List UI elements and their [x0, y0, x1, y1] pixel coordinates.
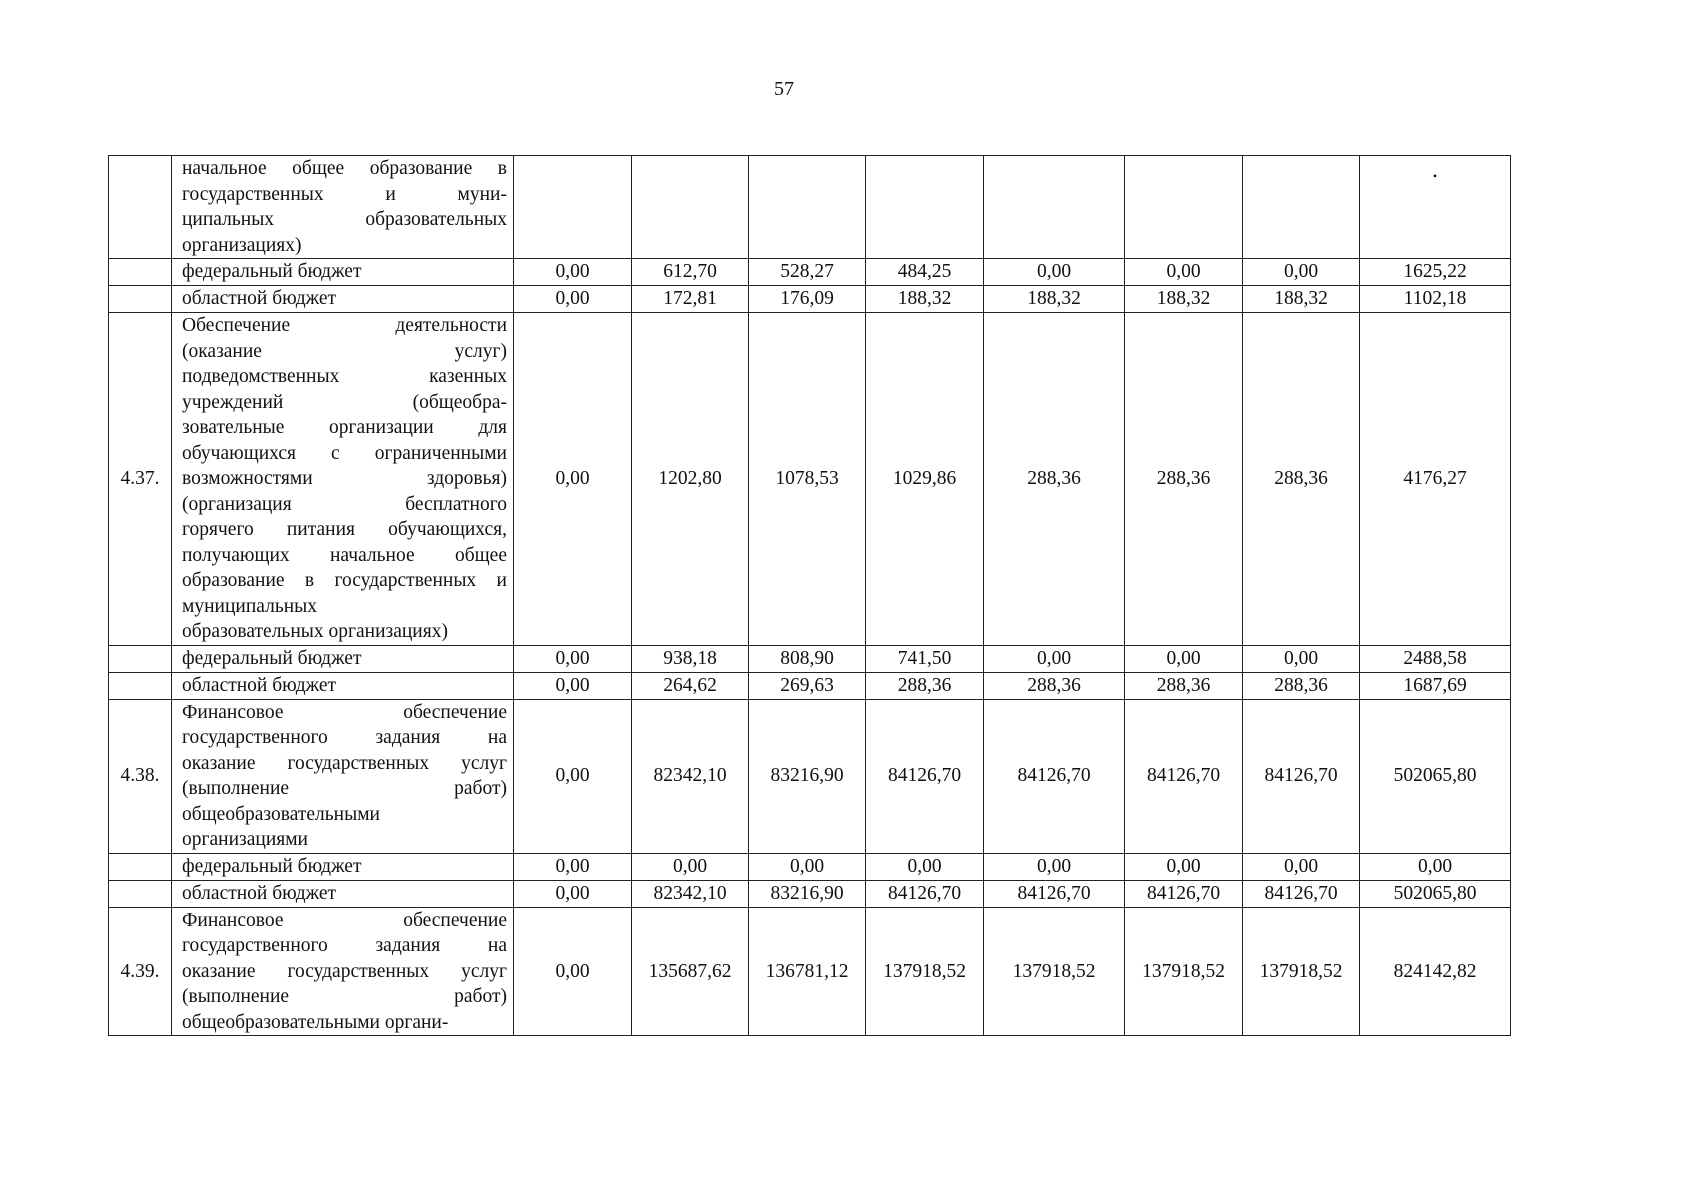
- budget-source-label: федеральный бюджет: [172, 259, 514, 286]
- value-cell: [1360, 156, 1511, 259]
- value-cell: 0,00: [984, 853, 1125, 880]
- description-line: организациями: [182, 829, 308, 850]
- item-row: [109, 156, 1511, 259]
- value-cell: 0,00: [984, 645, 1125, 672]
- value-cell: 188,32: [1243, 286, 1360, 313]
- value-cell: 612,70: [632, 259, 749, 286]
- value-cell: 0,00: [1360, 853, 1511, 880]
- description-line: Финансовое обеспечение: [182, 909, 507, 931]
- description-line: государственных и муни-: [182, 183, 507, 205]
- value-cell: 0,00: [514, 853, 632, 880]
- scan-speck: •: [1432, 169, 1438, 183]
- value-cell: [1125, 156, 1243, 259]
- budget-source-label: областной бюджет: [172, 286, 514, 313]
- description-line: зовательные организации для: [182, 417, 507, 438]
- value-cell: 288,36: [984, 672, 1125, 699]
- value-cell: 741,50: [866, 645, 984, 672]
- item-code: [109, 672, 172, 699]
- page-number: 57: [774, 78, 794, 100]
- budget-table: [108, 155, 1511, 1036]
- value-cell: 528,27: [749, 259, 866, 286]
- budget-source-row: [109, 880, 1511, 907]
- value-cell: 82342,10: [632, 699, 749, 853]
- item-code: 4.37.: [109, 313, 172, 646]
- budget-source-label: федеральный бюджет: [172, 853, 514, 880]
- item-description: [172, 699, 514, 853]
- value-cell: 84126,70: [1243, 699, 1360, 853]
- value-cell: 0,00: [749, 853, 866, 880]
- description-line: (оказание услуг): [182, 340, 507, 362]
- value-cell: 288,36: [1243, 313, 1360, 646]
- table-body: [109, 156, 1511, 1036]
- budget-source-label: областной бюджет: [172, 880, 514, 907]
- value-cell: 502065,80: [1360, 699, 1511, 853]
- value-cell: [1243, 156, 1360, 259]
- value-cell: 137918,52: [984, 907, 1125, 1036]
- item-code: [109, 880, 172, 907]
- value-cell: 176,09: [749, 286, 866, 313]
- value-cell: [984, 156, 1125, 259]
- item-code: [109, 853, 172, 880]
- description-line: общеобразовательными органи-: [182, 1011, 449, 1033]
- item-description: [172, 907, 514, 1036]
- value-cell: 0,00: [1125, 853, 1243, 880]
- value-cell: [632, 156, 749, 259]
- value-cell: 0,00: [632, 853, 749, 880]
- value-cell: 84126,70: [866, 880, 984, 907]
- value-cell: 135687,62: [632, 907, 749, 1036]
- value-cell: 938,18: [632, 645, 749, 672]
- value-cell: 0,00: [1243, 853, 1360, 880]
- item-code: [109, 156, 172, 259]
- item-row: [109, 699, 1511, 853]
- value-cell: 0,00: [1125, 645, 1243, 672]
- value-cell: 808,90: [749, 645, 866, 672]
- item-code: 4.39.: [109, 907, 172, 1036]
- value-cell: 172,81: [632, 286, 749, 313]
- description-line: Финансовое обеспечение: [182, 701, 507, 723]
- value-cell: 288,36: [984, 313, 1125, 646]
- value-cell: 137918,52: [866, 907, 984, 1036]
- description-line: (выполнение работ): [182, 986, 507, 1007]
- value-cell: 1029,86: [866, 313, 984, 646]
- description-line: оказание государственных услуг: [182, 960, 507, 982]
- value-cell: 264,62: [632, 672, 749, 699]
- value-cell: 188,32: [984, 286, 1125, 313]
- value-cell: 288,36: [1125, 313, 1243, 646]
- item-row: [109, 313, 1511, 646]
- value-cell: 0,00: [514, 259, 632, 286]
- value-cell: 83216,90: [749, 880, 866, 907]
- value-cell: 1625,22: [1360, 259, 1511, 286]
- budget-source-label: областной бюджет: [172, 672, 514, 699]
- item-row: [109, 907, 1511, 1036]
- value-cell: 84126,70: [984, 699, 1125, 853]
- description-line: образовательных организациях): [182, 621, 448, 642]
- value-cell: 0,00: [514, 672, 632, 699]
- value-cell: 2488,58: [1360, 645, 1511, 672]
- value-cell: 0,00: [514, 907, 632, 1036]
- budget-source-row: [109, 853, 1511, 880]
- value-cell: 84126,70: [984, 880, 1125, 907]
- value-cell: 1102,18: [1360, 286, 1511, 313]
- value-cell: 0,00: [514, 880, 632, 907]
- value-cell: 0,00: [514, 286, 632, 313]
- budget-source-row: [109, 259, 1511, 286]
- value-cell: 0,00: [1243, 645, 1360, 672]
- budget-source-row: [109, 286, 1511, 313]
- value-cell: 1687,69: [1360, 672, 1511, 699]
- value-cell: 136781,12: [749, 907, 866, 1036]
- value-cell: 0,00: [514, 313, 632, 646]
- budget-source-row: [109, 645, 1511, 672]
- description-line: образование в государственных и: [182, 570, 507, 591]
- value-cell: 137918,52: [1243, 907, 1360, 1036]
- value-cell: 1078,53: [749, 313, 866, 646]
- description-line: (организация бесплатного: [182, 493, 507, 515]
- description-line: государственного задания на: [182, 935, 507, 956]
- value-cell: 188,32: [866, 286, 984, 313]
- description-line: начальное общее образование в: [182, 158, 507, 179]
- value-cell: [514, 156, 632, 259]
- description-line: подведомственных казенных: [182, 366, 507, 387]
- value-cell: 502065,80: [1360, 880, 1511, 907]
- description-line: получающих начальное общее: [182, 544, 507, 566]
- description-line: возможностями здоровья): [182, 468, 507, 489]
- item-description: [172, 156, 514, 259]
- item-code: [109, 286, 172, 313]
- item-description: [172, 313, 514, 646]
- description-line: организациях): [182, 234, 302, 256]
- description-line: (выполнение работ): [182, 778, 507, 799]
- value-cell: 0,00: [984, 259, 1125, 286]
- value-cell: 84126,70: [866, 699, 984, 853]
- value-cell: 288,36: [1125, 672, 1243, 699]
- value-cell: 84126,70: [1125, 880, 1243, 907]
- value-cell: 84126,70: [1243, 880, 1360, 907]
- description-line: Обеспечение деятельности: [182, 315, 507, 336]
- value-cell: 484,25: [866, 259, 984, 286]
- value-cell: 288,36: [1243, 672, 1360, 699]
- value-cell: 0,00: [514, 645, 632, 672]
- value-cell: 0,00: [866, 853, 984, 880]
- value-cell: 137918,52: [1125, 907, 1243, 1036]
- description-line: ципальных образовательных: [182, 209, 507, 230]
- value-cell: 4176,27: [1360, 313, 1511, 646]
- description-line: оказание государственных услуг: [182, 752, 507, 774]
- budget-source-label: федеральный бюджет: [172, 645, 514, 672]
- value-cell: 83216,90: [749, 699, 866, 853]
- value-cell: [749, 156, 866, 259]
- description-line: горячего питания обучающихся,: [182, 519, 507, 540]
- description-line: муниципальных: [182, 595, 318, 617]
- budget-source-row: [109, 672, 1511, 699]
- value-cell: 82342,10: [632, 880, 749, 907]
- item-code: 4.38.: [109, 699, 172, 853]
- value-cell: 0,00: [1125, 259, 1243, 286]
- value-cell: 0,00: [514, 699, 632, 853]
- value-cell: 188,32: [1125, 286, 1243, 313]
- value-cell: 269,63: [749, 672, 866, 699]
- item-code: [109, 645, 172, 672]
- value-cell: 84126,70: [1125, 699, 1243, 853]
- value-cell: 0,00: [1243, 259, 1360, 286]
- description-line: обучающихся с ограниченными: [182, 442, 507, 464]
- item-code: [109, 259, 172, 286]
- description-line: учреждений (общеобра-: [182, 391, 507, 413]
- value-cell: [866, 156, 984, 259]
- value-cell: 1202,80: [632, 313, 749, 646]
- description-line: государственного задания на: [182, 727, 507, 748]
- description-line: общеобразовательными: [182, 803, 380, 825]
- value-cell: 824142,82: [1360, 907, 1511, 1036]
- value-cell: 288,36: [866, 672, 984, 699]
